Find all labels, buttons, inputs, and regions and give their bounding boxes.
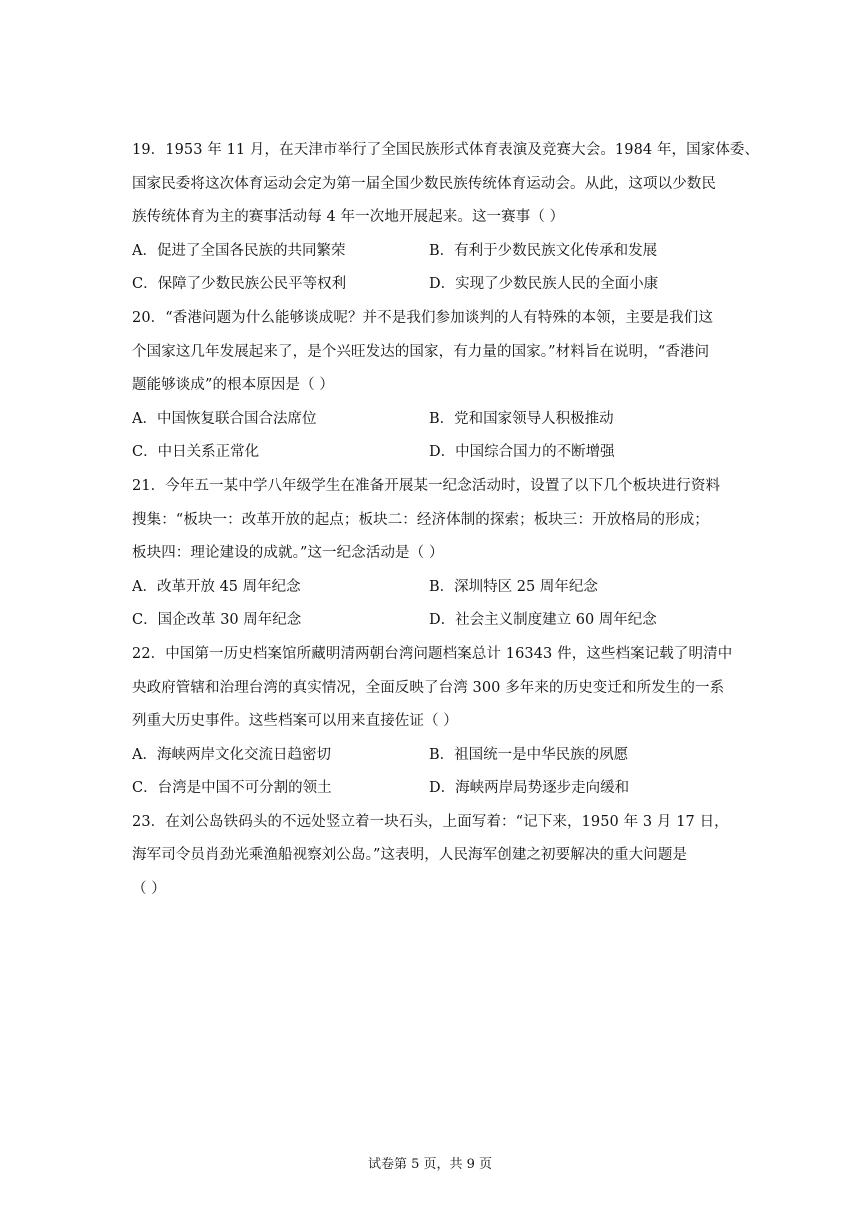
question-stem-line: 国家民委将这次体育运动会定为第一届全国少数民族传统体育运动会。从此，这项以少数民 <box>132 175 716 192</box>
option-a[interactable]: A．海峡两岸文化交流日趋密切 <box>132 746 331 763</box>
option-c[interactable]: C．保障了少数民族公民平等权利 <box>132 276 347 293</box>
option-d[interactable]: D．实现了少数民族人民的全面小康 <box>429 276 659 293</box>
option-row <box>132 604 732 638</box>
question-stem-line: 20．“香港问题为什么能够谈成呢？并不是我们参加谈判的人有特殊的本领，主要是我们这 <box>132 309 713 326</box>
option-c[interactable]: C．台湾是中国不可分割的领土 <box>132 780 332 797</box>
option-row <box>132 772 732 806</box>
question-stem-line: 23．在刘公岛铁码头的不远处竖立着一块石头，上面写着：“记下来，1950 年 3 月 17 日， <box>132 813 729 830</box>
option-row <box>132 235 732 269</box>
question-stem-line: 个国家这几年发展起来了，是个兴旺发达的国家，有力量的国家。”材料旨在说明，“香港问 <box>132 343 710 360</box>
question-20 <box>132 302 732 470</box>
option-d[interactable]: D．海峡两岸局势逐步走向缓和 <box>429 780 630 797</box>
question-stem-line: 21．今年五一某中学八年级学生在准备开展某一纪念活动时，设置了以下几个板块进行资料 <box>132 477 721 494</box>
question-list <box>132 134 760 907</box>
question-stem-line: 列重大历史事件。这些档案可以用来直接佐证（ ） <box>132 713 458 730</box>
option-row <box>132 403 732 437</box>
option-c[interactable]: C．中日关系正常化 <box>132 444 260 461</box>
question-21 <box>132 470 732 638</box>
option-d[interactable]: D．中国综合国力的不断增强 <box>429 444 615 461</box>
option-row <box>132 571 732 605</box>
question-23 <box>132 806 732 907</box>
option-a[interactable]: A．促进了全国各民族的共同繁荣 <box>132 242 346 259</box>
question-stem-line: 题能够谈成”的根本原因是（ ） <box>132 377 335 394</box>
option-row <box>132 268 732 302</box>
option-d[interactable]: D．社会主义制度建立 60 周年纪念 <box>429 612 657 629</box>
question-stem-line: 22．中国第一历史档案馆所藏明清两朝台湾问题档案总计 16343 件，这些档案记载了明清中 <box>132 645 733 662</box>
option-b[interactable]: B．深圳特区 25 周年纪念 <box>429 578 598 595</box>
option-a[interactable]: A．改革开放 45 周年纪念 <box>132 578 301 595</box>
question-22 <box>132 638 732 806</box>
question-stem-line: 19．1953 年 11 月，在天津市举行了全国民族形式体育表演及竞赛大会。1984 年，国家体委、 <box>132 142 760 158</box>
question-19 <box>132 134 760 302</box>
option-b[interactable]: B．党和国家领导人积极推动 <box>429 410 614 427</box>
option-b[interactable]: B．有利于少数民族文化传承和发展 <box>429 242 658 259</box>
option-a[interactable]: A．中国恢复联合国合法席位 <box>132 410 317 427</box>
option-b[interactable]: B．祖国统一是中华民族的夙愿 <box>429 746 629 763</box>
page-footer: 试卷第 5 页，共 9 页 <box>367 1157 493 1172</box>
question-stem-line: 海军司令员肖劲光乘渔船视察刘公岛。”这表明，人民海军创建之初要解决的重大问题是 <box>132 847 688 864</box>
option-row <box>132 739 732 773</box>
question-stem-line: （ ） <box>132 881 166 898</box>
question-stem-line: 板块四：理论建设的成就。”这一纪念活动是（ ） <box>132 545 444 562</box>
question-stem-line: 族传统体育为主的赛事活动每 4 年一次地开展起来。这一赛事（ ） <box>132 209 565 226</box>
option-c[interactable]: C．国企改革 30 周年纪念 <box>132 612 302 629</box>
option-row <box>132 436 732 470</box>
question-stem-line: 搜集：“板块一：改革开放的起点；板块二：经济体制的探索；板块三：开放格局的形成； <box>132 511 709 528</box>
question-stem-line: 央政府管辖和治理台湾的真实情况，全面反映了台湾 300 多年来的历史变迁和所发生的一系 <box>132 679 725 696</box>
